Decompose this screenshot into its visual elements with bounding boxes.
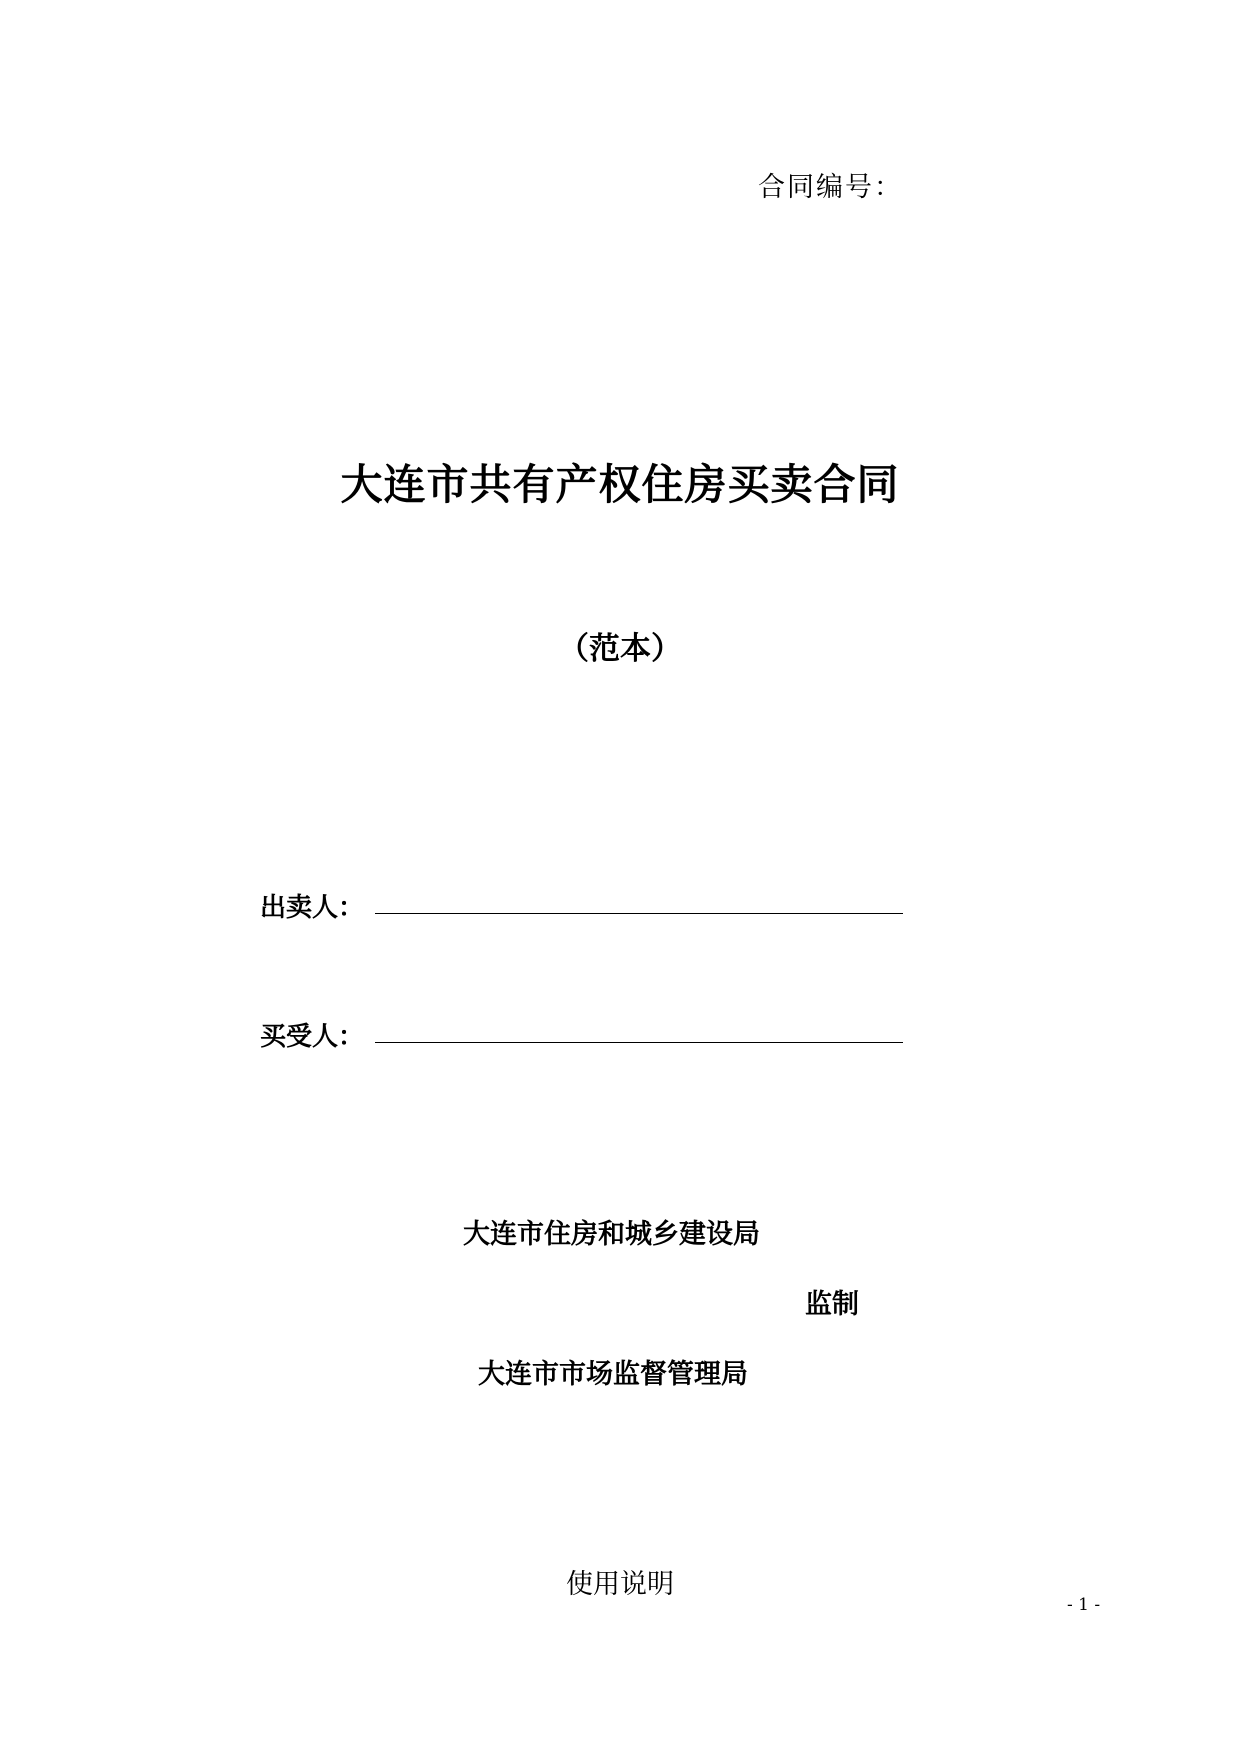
document-subtitle: （范本） — [558, 631, 682, 667]
issued-by-label: 监制 — [805, 1289, 859, 1320]
instructions-heading: 使用说明 — [566, 1569, 674, 1600]
document-title: 大连市共有产权住房买卖合同 — [340, 460, 900, 509]
issuer-market-bureau: 大连市市场监督管理局 — [478, 1359, 748, 1390]
buyer-label: 买受人： — [260, 1022, 365, 1052]
seller-label: 出卖人： — [260, 893, 365, 923]
buyer-blank-line — [375, 1042, 903, 1043]
page-number: - 1 - — [1067, 1595, 1101, 1615]
issuer-housing-bureau: 大连市住房和城乡建设局 — [463, 1219, 760, 1250]
contract-number-label: 合同编号： — [758, 172, 903, 203]
seller-blank-line — [375, 913, 903, 914]
